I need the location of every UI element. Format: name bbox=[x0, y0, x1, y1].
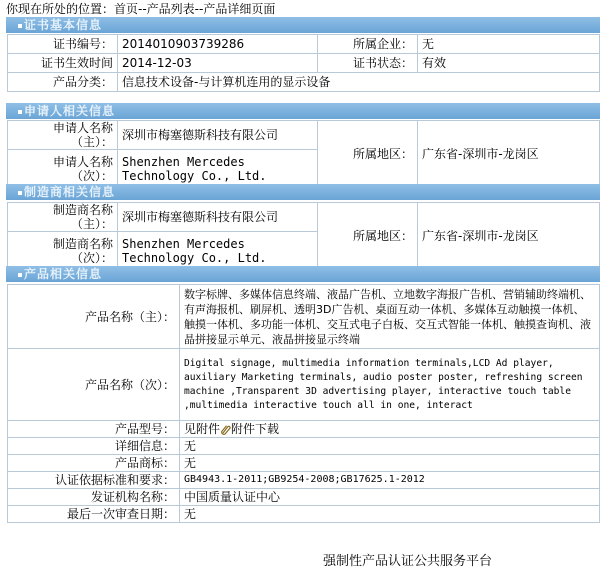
category-label: 产品分类： bbox=[8, 73, 118, 92]
issuer: 中国质量认证中心 bbox=[180, 489, 600, 506]
maker-name2: Shenzhen Mercedes Technology Co., Ltd. bbox=[118, 232, 318, 270]
applicant-name1: 深圳市梅塞德斯科技有限公司 bbox=[118, 121, 318, 150]
maker-name2-label: 制造商名称（次）： bbox=[8, 232, 118, 270]
section-header-applicant bbox=[6, 103, 600, 119]
maker-table bbox=[7, 202, 600, 270]
breadcrumb: 你现在所处的位置：首页--产品列表--产品详细页面 bbox=[6, 2, 276, 16]
section-title-product: 产品相关信息 bbox=[18, 267, 102, 281]
maker-name1-label: 制造商名称（主）： bbox=[8, 203, 118, 232]
applicant-name2-label: 申请人名称（次）： bbox=[8, 150, 118, 188]
footer-title: 强制性产品认证公共服务平台 bbox=[323, 554, 493, 569]
product-name1-label: 产品名称（主）： bbox=[8, 285, 180, 349]
model-cell bbox=[180, 421, 600, 438]
company: 无 bbox=[418, 35, 600, 54]
product-table bbox=[7, 284, 600, 523]
applicant-region: 广东省-深圳市-龙岗区 bbox=[418, 121, 600, 188]
category: 信息技术设备-与计算机连用的显示设备 bbox=[118, 73, 600, 92]
attachment-download-link[interactable]: 附件下载 bbox=[231, 422, 280, 436]
detail: 无 bbox=[180, 438, 600, 455]
section-title-cert: 证书基本信息 bbox=[18, 18, 102, 32]
product-name1: 数字标牌、多媒体信息终端、液晶广告机、立地数字海报广告机、营销辅助终端机、有声海报机、刷屏机、透明3D广告机、桌面互动一体机、多媒体互动触摸一体机、触摸一体机、多功能一体机、交互式电子白板、交互式智能一体机、触摸查询机、液晶拼接显示单元、液晶拼接显示终端 bbox=[180, 285, 600, 349]
review-label: 最后一次审查日期： bbox=[8, 506, 180, 523]
brand: 无 bbox=[180, 455, 600, 472]
maker-name1: 深圳市梅塞德斯科技有限公司 bbox=[118, 203, 318, 232]
cert-no-label: 证书编号： bbox=[8, 35, 118, 54]
cert-no: 2014010903739286 bbox=[118, 35, 318, 54]
standard-label: 认证依据标准和要求： bbox=[8, 472, 180, 489]
cert-status: 有效 bbox=[418, 54, 600, 73]
cert-table bbox=[7, 34, 600, 92]
review: 无 bbox=[180, 506, 600, 523]
cert-date: 2014-12-03 bbox=[118, 54, 318, 73]
product-name2: Digital signage, multimedia information terminals,LCD Ad player, auxiliary Marketing terminals, audio poster poster, refreshing screen machine ,Transparent 3D advertising player, interactive touch table ,multimedia interactive touch all in one, interact bbox=[180, 349, 600, 421]
company-label: 所属企业： bbox=[318, 35, 418, 54]
model-prefix: 见附件 bbox=[184, 422, 221, 436]
cert-date-label: 证书生效时间 bbox=[8, 54, 118, 73]
issuer-label: 发证机构名称： bbox=[8, 489, 180, 506]
model-label: 产品型号： bbox=[8, 421, 180, 438]
applicant-name1-label: 申请人名称（主）： bbox=[8, 121, 118, 150]
applicant-table bbox=[7, 120, 600, 188]
paperclip-icon bbox=[220, 424, 231, 435]
section-title-applicant: 申请人相关信息 bbox=[18, 104, 115, 118]
applicant-region-label: 所属地区： bbox=[318, 121, 418, 188]
product-name2-label: 产品名称（次）： bbox=[8, 349, 180, 421]
standard: GB4943.1-2011;GB9254-2008;GB17625.1-2012 bbox=[180, 472, 600, 489]
section-header-product bbox=[6, 266, 600, 282]
cert-status-label: 证书状态： bbox=[318, 54, 418, 73]
maker-region-label: 所属地区： bbox=[318, 203, 418, 270]
applicant-name2: Shenzhen Mercedes Technology Co., Ltd. bbox=[118, 150, 318, 188]
section-title-maker: 制造商相关信息 bbox=[18, 185, 115, 199]
detail-label: 详细信息： bbox=[8, 438, 180, 455]
maker-region: 广东省-深圳市-龙岗区 bbox=[418, 203, 600, 270]
section-header-maker bbox=[6, 184, 600, 200]
section-header-cert bbox=[6, 17, 600, 33]
brand-label: 产品商标： bbox=[8, 455, 180, 472]
